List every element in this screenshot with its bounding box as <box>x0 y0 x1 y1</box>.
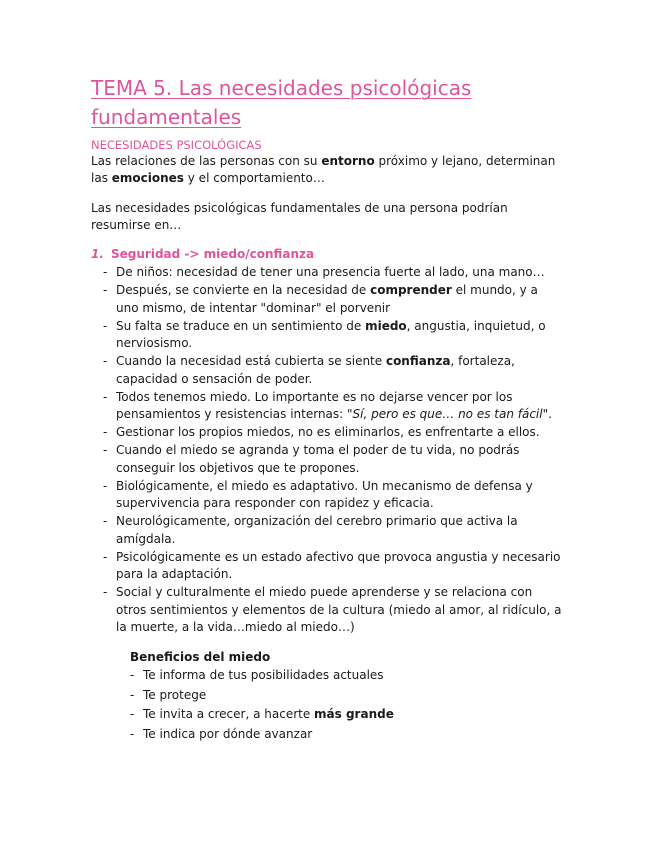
list-item: - Te indica por dónde avanzar <box>130 726 550 744</box>
list-item: - Su falta se traduce en un sentimiento de miedo, angustia, inquietud, o nerviosismo. <box>103 318 563 353</box>
benefits-list <box>130 667 550 745</box>
list-item: - Te protege <box>130 687 550 705</box>
list-item: - De niños: necesidad de tener una presencia fuerte al lado, una mano… <box>103 264 563 282</box>
seguridad-list <box>103 264 563 637</box>
list-item: - Neurológicamente, organización del cerebro primario que activa la amígdala. <box>103 513 563 548</box>
list-item: - Gestionar los propios miedos, no es eliminarlos, es enfrentarte a ellos. <box>103 424 563 442</box>
list-item: - Todos tenemos miedo. Lo importante es no dejarse vencer por los pensamientos y resistencias internas: "Sí, pero es que… no es tan fácil". <box>103 389 563 424</box>
list-item: - Te invita a crecer, a hacerte más grande <box>130 706 550 724</box>
list-item: - Después, se convierte en la necesidad de comprender el mundo, y a uno mismo, de intentar "dominar" el porvenir <box>103 282 563 317</box>
section-heading-seguridad: 1. Seguridad -> miedo/confianza <box>91 247 315 261</box>
list-item: - Social y culturalmente el miedo puede aprenderse y se relaciona con otros sentimientos y elementos de la cultura (miedo al amor, al ridículo, a la muerte, a la vida…miedo al miedo…) <box>103 584 563 637</box>
list-item: - Cuando el miedo se agranda y toma el poder de tu vida, no podrás conseguir los objetivos que te propones. <box>103 442 563 477</box>
section-subtitle: NECESIDADES PSICOLÓGICAS <box>91 138 262 152</box>
intro-paragraph-1: Las relaciones de las personas con su entorno próximo y lejano, determinan las emociones y el comportamiento… <box>91 154 556 185</box>
list-item: - Psicológicamente es un estado afectivo que provoca angustia y necesario para la adaptación. <box>103 549 563 584</box>
list-item: - Te informa de tus posibilidades actuales <box>130 667 550 685</box>
list-item: - Cuando la necesidad está cubierta se siente confianza, fortaleza, capacidad o sensación de poder. <box>103 353 563 388</box>
benefits-heading: Beneficios del miedo <box>130 650 271 664</box>
page-title: TEMA 5. Las necesidades psicológicas fundamentales <box>91 76 472 129</box>
list-item: - Biológicamente, el miedo es adaptativo. Un mecanismo de defensa y supervivencia para responder con rapidez y eficacia. <box>103 478 563 513</box>
intro-paragraph-2: Las necesidades psicológicas fundamentales de una persona podrían resumirse en… <box>91 201 508 232</box>
